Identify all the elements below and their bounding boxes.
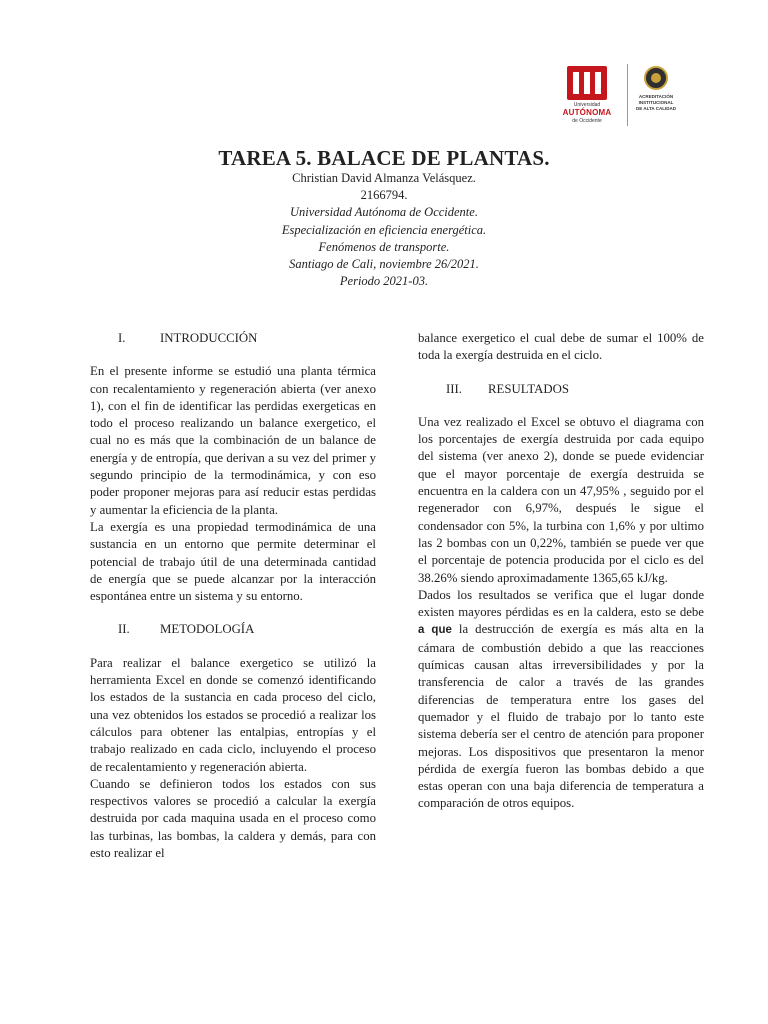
accreditation-line1: ACREDITACIÓN [638,94,674,99]
uao-mark-icon [567,66,607,100]
section-heading-results [418,381,704,398]
left-column [90,330,376,862]
section-title: RESULTADOS [488,381,569,396]
place-date: Santiago de Cali, noviembre 26/2021. [289,257,479,272]
accreditation-line2: INSTITUCIONAL [638,100,674,105]
accreditation-logo [632,60,712,130]
section-title: INTRODUCCIÓN [160,331,258,345]
university-logo [552,60,622,130]
results-text-c: la destrucción de exergía es más alta en la cámara de combustión debido a que las reacciones químicas causan altas irreversibilidades y por la transferencia de calor a través de las grandes diferencias de temperatura entre los gases del quemador y el fluido de trabajo por lo tanto este sistema debería ser el centro de atención para proponer mejoras. Los dispositivos que presentaron la menor pérdida de exergía fueron las bombas debido a que estas operan con una baja diferencia de temperatura a comparación de otros equipos. [418,622,704,811]
author-name: Christian David Almanza Velásquez. [292,171,476,185]
results-paragraph-2 [418,587,704,813]
section-number: I. [118,331,126,345]
document-title: TAREA 5. BALACE DE PLANTAS. [218,146,550,170]
intro-paragraph-1: En el presente informe se estudió una planta térmica con recalentamiento y regeneración abierta (ver anexo 1), con el fin de identificar las perdidas exergeticas en todo el proceso realizando un balance exergetico, el cual no es más que la combinación de un balance de energía y de entropía, que derivan a su vez del primer y segundo principio de la termodinámica, y con eso poder proponer mejoras para así reducir estas perdidas y aumentar la eficiencia de la planta. [90,364,376,517]
section-heading-intro [90,330,376,347]
accreditation-seal-icon [644,66,668,90]
section-number: II. [118,622,130,637]
academic-period: Periodo 2021-03. [339,274,429,289]
uao-logo-line1: Universidad [573,102,601,108]
method-paragraph-1: Para realizar el balance exergetico se utilizó la herramienta Excel en donde se comenzó identificando los estados de la sustancia en cada proceso del ciclo, una vez obtenidos los estados se procedió a realizar los cálculos para obtener las entalpias, entropías y el trabajo realizado en cada ciclo, incluyendo el proceso de recalentamiento y regeneración abierta. [90,655,376,774]
right-column [418,330,704,813]
program-name: Especialización en eficiencia energética. [281,222,487,237]
logo-divider [627,64,628,126]
uao-logo-line2: AUTÓNOMA [562,108,612,117]
uao-logo-line3: de Occidente [572,118,602,124]
intro-paragraph-2: La exergía es una propiedad termodinámica de una sustancia en un entorno que permite determinar el potencial de trabajo útil de una determinada cantidad de energía que se puede alcanzar por la interacción espontánea entre un sistema y su entorno. [90,519,376,604]
section-heading-method [90,621,376,638]
method-paragraph-2: Cuando se definieron todos los estados con sus respectivos valores se procedió a calcular la exergía destruida por cada maquina usada en el proceso como las turbinas, las bombas, la caldera y demás, para con esto realizar el [90,776,376,861]
header-logos [552,60,712,135]
section-number: III. [446,381,462,396]
results-text-a: Dados los resultados se verifica que el lugar donde existen mayores pérdidas es en la caldera, esto se debe [418,587,704,620]
student-id: 2166794. [360,188,408,203]
accreditation-line3: DE ALTA CALIDAD [636,106,676,111]
method-paragraph-2-continued: balance exergetico el cual debe de sumar el 100% de toda la exergía destruida en el ciclo. [418,331,704,363]
section-title: METODOLOGÍA [160,622,255,637]
university-name: Universidad Autónoma de Occidente. [290,205,478,220]
results-paragraph-1: Una vez realizado el Excel se obtuvo el diagrama con los porcentajes de exergía destruida por cada equipo del sistema (ver anexo 2), donde se puede evidenciar que el mayor porcentaje de exergía destruida se encuentra en la caldera con un 47,95% , seguido por el regenerador con 6,97%, después le sigue el condensador con 5%, la turbina con 1,6% y por ultimo las 2 bombas con un 0,22%, también se puede ver que el porcentaje de potencia producida por el ciclo es del 38.26% siendo aproximadamente 1365,65 kJ/kg. [418,414,704,585]
author-block [0,170,768,290]
course-name: Fenómenos de transporte. [318,239,450,254]
results-text-bold: a que [418,624,452,637]
